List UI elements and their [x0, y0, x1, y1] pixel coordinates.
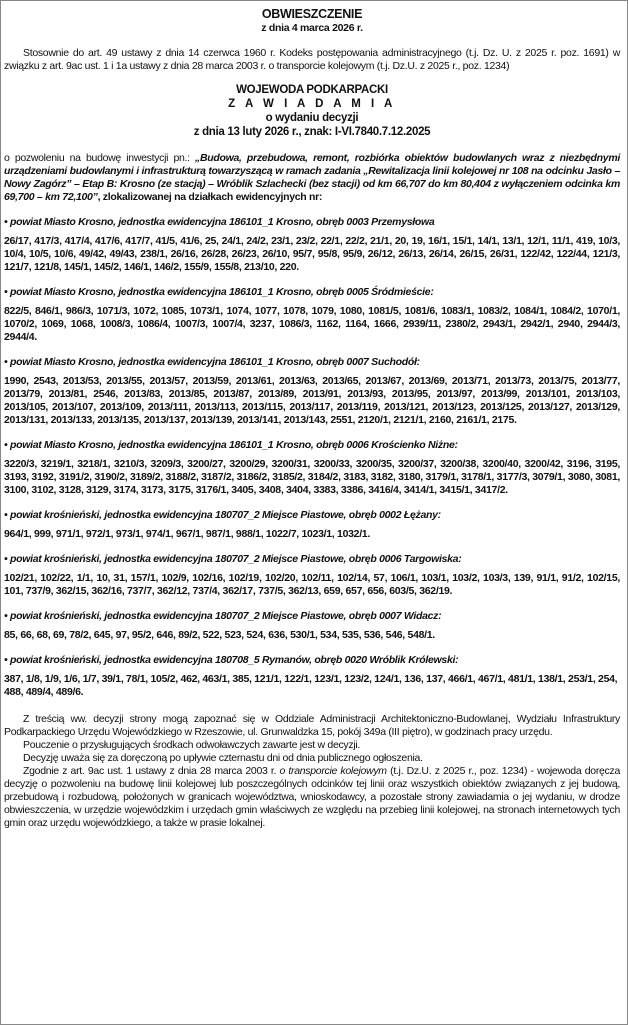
plot-numbers: 964/1, 999, 971/1, 972/1, 973/1, 974/1, 967/1, 987/1, 988/1, 1022/7, 1023/1, 1032/1.	[4, 528, 370, 540]
plot-numbers: 822/5, 846/1, 986/3, 1071/3, 1072, 1085, 1073/1, 1074, 1077, 1078, 1079, 1080, 1081/5, 1081/6, 1083/1, 1083/2, 1084/1, 1084/2, 1070/1, 1070/2, 1069, 1068, 1008/3, 1086/4, 1007/3, 1007/4, 3237, 1086/3, 1162, 1164, 1666, 2939/11, 2380/2, 2943/1, 2942/1, 2940, 2944/3, 2944/4.	[4, 305, 620, 343]
project-name: „Budowa, przebudowa, remont, rozbiórka obiektów budowlanych wraz z niezbędnymi urządzeniami budowlanymi i infrastrukturą towarzyszącą w ramach zadania „Rewitalizacja linii kolejowej nr 108 na odcinku Jasło – Nowy Zagórz” – Etap B: Krosno (ze stacją) – Wróblik Szlachecki (bez stacji) od km 66,707 do km 80,404 z wyłączeniem odcinka km 69,700 – km 72,100”	[4, 152, 620, 203]
decision-subject: o wydaniu decyzji	[265, 112, 359, 124]
appeal-info: Pouczenie o przysługujących środkach odwoławczych zawarte jest w decyzji.	[23, 739, 361, 751]
authority-name: WOJEWODA PODKARPACKI	[236, 84, 388, 96]
district-list	[4, 216, 620, 699]
notice-date: z dnia 4 marca 2026 r.	[261, 22, 363, 34]
district-header: • powiat Miasto Krosno, jednostka ewidencyjna 186101_1 Krosno, obręb 0006 Krościenko Niżne:	[4, 439, 458, 451]
district-header: • powiat Miasto Krosno, jednostka ewidencyjna 186101_1 Krosno, obręb 0005 Śródmieście:	[4, 286, 434, 298]
legal-notice-part-b: (t.j. Dz.U. z 2025 r., poz. 1234) - wojewoda doręcza decyzję o pozwoleniu na budowę linii kolejowej lub poszczególnych odcinków tej linii oraz wszystkich obiektów związanych z jej budową, przebudową i rozbudową, położonych w granicach województwa, wnioskodawcy, a pozostałe strony zawiadamia o jej wydaniu, w drodze obwieszczenia, w urzędzie wojewódzkim i urzędach gmin właściwych ze względu na przebieg linii kolejowej, na stronach internetowych tych gmin oraz urzędu wojewódzkiego, a także w prasie lokalnej.	[4, 765, 620, 829]
legal-notice	[4, 765, 620, 830]
plot-numbers: 85, 66, 68, 69, 78/2, 645, 97, 95/2, 646, 89/2, 522, 523, 524, 636, 530/1, 534, 535, 536, 546, 548/1.	[4, 629, 435, 641]
district-header: • powiat krośnieński, jednostka ewidencyjna 180707_2 Miejsce Piastowe, obręb 0006 Targowiska:	[4, 553, 462, 565]
district-header: • powiat Miasto Krosno, jednostka ewidencyjna 186101_1 Krosno, obręb 0003 Przemysłowa	[4, 216, 435, 228]
district-header: • powiat krośnieński, jednostka ewidencyjna 180707_2 Miejsce Piastowe, obręb 0002 Łężany:	[4, 509, 441, 521]
notice-content	[4, 7, 620, 830]
delivery-info: Decyzję uważa się za doręczoną po upływie czternastu dni od dnia publicznego ogłoszenia.	[23, 752, 423, 764]
district-header: • powiat Miasto Krosno, jednostka ewidencyjna 186101_1 Krosno, obręb 0007 Suchodół:	[4, 356, 420, 368]
intro-lead: o pozwoleniu na budowę inwestycji pn.:	[4, 152, 196, 164]
inspection-info: Z treścią ww. decyzji strony mogą zapoznać się w Oddziale Administracji Architektoniczno-Budowlanej, Wydziału Infrastruktury Podkarpackiego Urzędu Wojewódzkiego w Rzeszowie, ul. Grunwaldzka 15, pokój 349a (III piętro), w godzinach pracy urzędu.	[4, 713, 620, 738]
plot-numbers: 1990, 2543, 2013/53, 2013/55, 2013/57, 2013/59, 2013/61, 2013/63, 2013/65, 2013/67, 2013/69, 2013/71, 2013/73, 2013/75, 2013/77, 2013/79, 2013/81, 2546, 2013/83, 2013/85, 2013/87, 2013/89, 2013/91, 2013/93, 2013/95, 2013/97, 2013/99, 2013/101, 2013/103, 2013/105, 2013/107, 2013/109, 2013/111, 2013/113, 2013/115, 2013/117, 2013/119, 2013/121, 2013/123, 2013/125, 2013/127, 2013/129, 2013/131, 2013/133, 2013/135, 2013/137, 2013/139, 2013/141, 2013/143, 2551, 2120/1, 2121/1, 2160, 2161/1, 2175.	[4, 375, 620, 426]
announces-heading: Z A W I A D A M I A	[228, 98, 396, 110]
legal-basis: Stosownie do art. 49 ustawy z dnia 14 czerwca 1960 r. Kodeks postępowania administracyjnego (t.j. Dz. U. z 2025 r. poz. 1691) w związku z art. 9ac ust. 1 i 1a ustawy z dnia 28 marca 2003 r. o transporcie kolejowym (t.j. Dz.U. z 2025 r., poz. 1234)	[4, 47, 620, 72]
plot-numbers: 387, 1/8, 1/9, 1/6, 1/7, 39/1, 78/1, 105/2, 462, 463/1, 385, 121/1, 122/1, 123/1, 123/2, 124/1, 136, 137, 466/1, 467/1, 481/1, 138/1, 253/1, 254, 488, 489/4, 489/6.	[4, 673, 618, 698]
district-header: • powiat krośnieński, jednostka ewidencyjna 180708_5 Rymanów, obręb 0020 Wróblik Królewski:	[4, 654, 459, 666]
plot-numbers: 3220/3, 3219/1, 3218/1, 3210/3, 3209/3, 3200/27, 3200/29, 3200/31, 3200/33, 3200/35, 3200/37, 3200/38, 3200/40, 3200/42, 3196, 3195, 3193, 3192, 3191/2, 3190/2, 3189/2, 3188/2, 3187/2, 3186/2, 3185/2, 3184/2, 3183, 3182, 3180, 3179/1, 3178/1, 3177/3, 3079/1, 3080, 3081, 3100, 3102, 3128, 3129, 3174, 3173, 3175, 3176/1, 3405, 3408, 3404, 3383, 3386, 3416/4, 3414/1, 3415/1, 3417/2.	[4, 458, 620, 496]
decision-reference: z dnia 13 luty 2026 r., znak: I-VI.7840.7.12.2025	[193, 126, 431, 138]
district-header: • powiat krośnieński, jednostka ewidencyjna 180707_2 Miejsce Piastowe, obręb 0007 Widacz:	[4, 610, 442, 622]
act-title: o transporcie kolejowym	[279, 765, 387, 777]
plot-numbers: 26/17, 417/3, 417/4, 417/6, 417/7, 41/5, 41/6, 25, 24/1, 24/2, 23/1, 23/2, 22/1, 22/2, 21/1, 20, 19, 16/1, 15/1, 14/1, 13/1, 12/1, 11/1, 419, 10/3, 10/4, 10/5, 10/6, 49/42, 49/43, 238/1, 26/16, 26/28, 26/23, 26/10, 95/7, 95/8, 95/9, 26/12, 26/13, 26/14, 26/15, 26/31, 122/42, 122/44, 121/3, 121/7, 121/8, 145/1, 145/2, 146/1, 146/2, 155/9, 155/8, 213/10, 220.	[4, 235, 620, 273]
notice-title: OBWIESZCZENIE	[261, 7, 363, 21]
plot-numbers: 102/21, 102/22, 1/1, 10, 31, 157/1, 102/9, 102/16, 102/19, 102/20, 102/11, 102/14, 57, 106/1, 103/1, 103/2, 103/3, 139, 91/1, 91/2, 102/15, 101, 737/9, 362/15, 362/16, 737/7, 362/12, 737/4, 362/17, 737/5, 362/13, 659, 657, 656, 603/5, 362/19.	[4, 572, 620, 597]
intro-tail: , zlokalizowanej na działkach ewidencyjnych nr:	[97, 191, 323, 203]
legal-notice-part-a: Zgodnie z art. 9ac ust. 1 ustawy z dnia 28 marca 2003 r.	[23, 765, 280, 777]
investment-description	[4, 152, 620, 204]
